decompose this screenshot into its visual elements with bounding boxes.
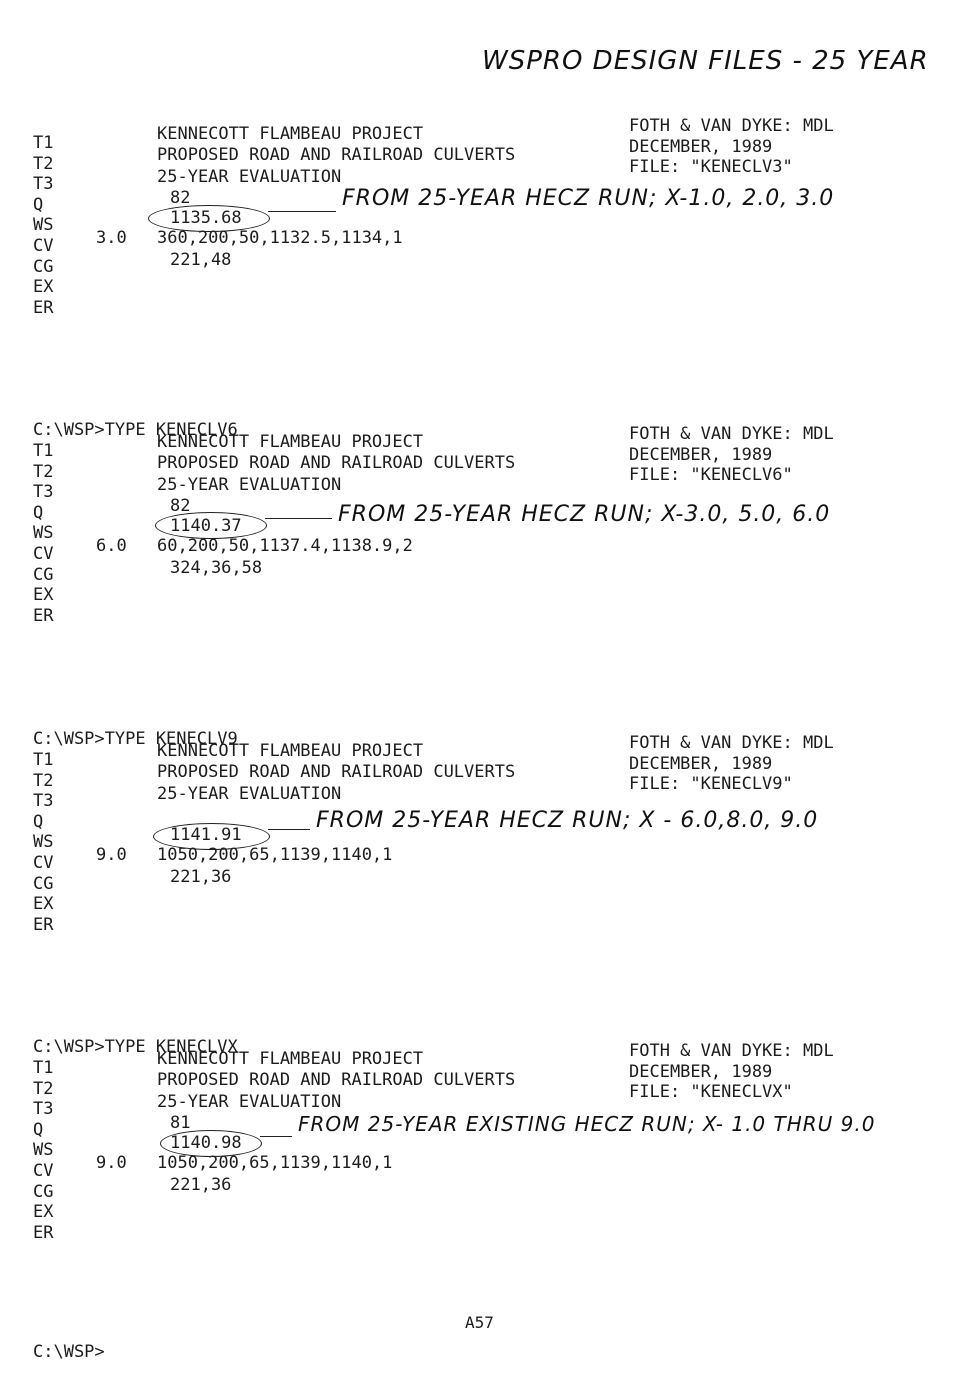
record-code: Q — [33, 811, 44, 832]
preparer-label: FOTH & VAN DYKE: MDL — [629, 1041, 834, 1061]
file-label: FILE: "KENECLVX" — [629, 1082, 793, 1102]
pointer-line — [260, 1136, 292, 1137]
record-code: T2 — [33, 461, 54, 482]
q-value: 81 — [170, 1113, 191, 1133]
file-label: FILE: "KENECLV6" — [629, 465, 793, 485]
cv-value: 1050,200,65,1139,1140,1 — [157, 1153, 393, 1173]
file-label: FILE: "KENECLV9" — [629, 774, 793, 794]
record-code: EX — [33, 277, 54, 298]
command-prompt: C:\WSP>TYPE KENECLVX — [33, 1037, 238, 1057]
q-value: 82 — [170, 188, 191, 208]
record-code: CV — [33, 544, 54, 564]
record-code: ER — [33, 297, 54, 318]
title-line-2: PROPOSED ROAD AND RAILROAD CULVERTS — [157, 145, 516, 165]
final-prompt: C:\WSP> — [33, 1342, 105, 1362]
record-code: Q — [33, 1119, 44, 1140]
ws-value: 1135.68 — [170, 208, 242, 228]
preparer-label: FOTH & VAN DYKE: MDL — [629, 116, 834, 136]
date-label: DECEMBER, 1989 — [629, 137, 773, 157]
command-prompt: C:\WSP>TYPE KENECLV6 — [33, 420, 238, 440]
title-line-3: 25-YEAR EVALUATION — [157, 167, 342, 187]
cv-station: 9.0 — [96, 1153, 127, 1173]
ws-circle-mark — [160, 1130, 262, 1157]
record-code: EX — [33, 894, 54, 915]
command-prompt: C:\WSP>TYPE KENECLV9 — [33, 729, 238, 749]
record-code: ER — [33, 914, 54, 935]
ws-value: 1140.37 — [170, 516, 242, 536]
title-line-1: KENNECOTT FLAMBEAU PROJECT — [157, 432, 424, 452]
record-code: T1 — [33, 1058, 54, 1078]
record-code: CG — [33, 873, 54, 894]
record-code: CG — [33, 564, 54, 585]
record-code: T1 — [33, 441, 54, 461]
cg-value: 324,36,58 — [170, 558, 263, 578]
ws-circle-mark — [148, 205, 270, 232]
record-code: Q — [33, 502, 44, 523]
record-code: T3 — [33, 482, 54, 503]
page-number: A57 — [465, 1313, 494, 1332]
title-line-2: PROPOSED ROAD AND RAILROAD CULVERTS — [157, 1070, 516, 1090]
record-code: WS — [33, 832, 54, 853]
title-line-1: KENNECOTT FLAMBEAU PROJECT — [157, 1049, 424, 1069]
record-code: EX — [33, 1202, 54, 1223]
record-code: T3 — [33, 174, 54, 195]
record-code: Q — [33, 194, 44, 215]
record-code: WS — [33, 1140, 54, 1161]
record-code: T2 — [33, 153, 54, 174]
record-code: CG — [33, 1181, 54, 1202]
ws-value: 1140.98 — [170, 1133, 242, 1153]
date-label: DECEMBER, 1989 — [629, 445, 773, 465]
title-line-1: KENNECOTT FLAMBEAU PROJECT — [157, 741, 424, 761]
record-code: ER — [33, 1222, 54, 1243]
handwritten-header: WSPRO DESIGN FILES - 25 YEAR — [482, 46, 929, 76]
record-code: T3 — [33, 791, 54, 812]
cv-value: 360,200,50,1132.5,1134,1 — [157, 228, 403, 248]
preparer-label: FOTH & VAN DYKE: MDL — [629, 424, 834, 444]
record-code: WS — [33, 215, 54, 236]
cg-value: 221,48 — [170, 250, 232, 270]
ws-value: 1141.91 — [170, 825, 242, 845]
record-code: CV — [33, 236, 54, 256]
date-label: DECEMBER, 1989 — [629, 1062, 773, 1082]
record-code: CG — [33, 256, 54, 277]
record-code: T3 — [33, 1099, 54, 1120]
title-line-3: 25-YEAR EVALUATION — [157, 784, 342, 804]
cv-value: 60,200,50,1137.4,1138.9,2 — [157, 536, 413, 556]
record-code: T1 — [33, 750, 54, 770]
ws-circle-mark — [155, 512, 267, 539]
preparer-label: FOTH & VAN DYKE: MDL — [629, 733, 834, 753]
record-code: T2 — [33, 1078, 54, 1099]
title-line-2: PROPOSED ROAD AND RAILROAD CULVERTS — [157, 453, 516, 473]
pointer-line — [268, 211, 336, 212]
pointer-line — [268, 829, 310, 830]
cg-value: 221,36 — [170, 1175, 232, 1195]
handwritten-note: FROM 25-YEAR HECZ RUN; X-3.0, 5.0, 6.0 — [338, 502, 831, 527]
cg-value: 221,36 — [170, 867, 232, 887]
record-code: CV — [33, 853, 54, 873]
record-code: WS — [33, 523, 54, 544]
title-line-3: 25-YEAR EVALUATION — [157, 475, 342, 495]
cv-value: 1050,200,65,1139,1140,1 — [157, 845, 393, 865]
title-line-1: KENNECOTT FLAMBEAU PROJECT — [157, 124, 424, 144]
title-line-3: 25-YEAR EVALUATION — [157, 1092, 342, 1112]
cv-station: 6.0 — [96, 536, 127, 556]
record-code: ER — [33, 605, 54, 626]
pointer-line — [265, 518, 332, 519]
file-label: FILE: "KENECLV3" — [629, 157, 793, 177]
q-value: 82 — [170, 496, 191, 516]
record-code: CV — [33, 1161, 54, 1181]
handwritten-note: FROM 25-YEAR EXISTING HECZ RUN; X- 1.0 THRU 9.0 — [298, 1112, 876, 1136]
ws-circle-mark — [153, 823, 270, 850]
cv-station: 9.0 — [96, 845, 127, 865]
cv-station: 3.0 — [96, 228, 127, 248]
handwritten-note: FROM 25-YEAR HECZ RUN; X - 6.0,8.0, 9.0 — [316, 808, 819, 833]
date-label: DECEMBER, 1989 — [629, 754, 773, 774]
title-line-2: PROPOSED ROAD AND RAILROAD CULVERTS — [157, 762, 516, 782]
record-code: EX — [33, 585, 54, 606]
record-code: T2 — [33, 770, 54, 791]
record-code: T1 — [33, 133, 54, 153]
handwritten-note: FROM 25-YEAR HECZ RUN; X-1.0, 2.0, 3.0 — [342, 186, 835, 211]
